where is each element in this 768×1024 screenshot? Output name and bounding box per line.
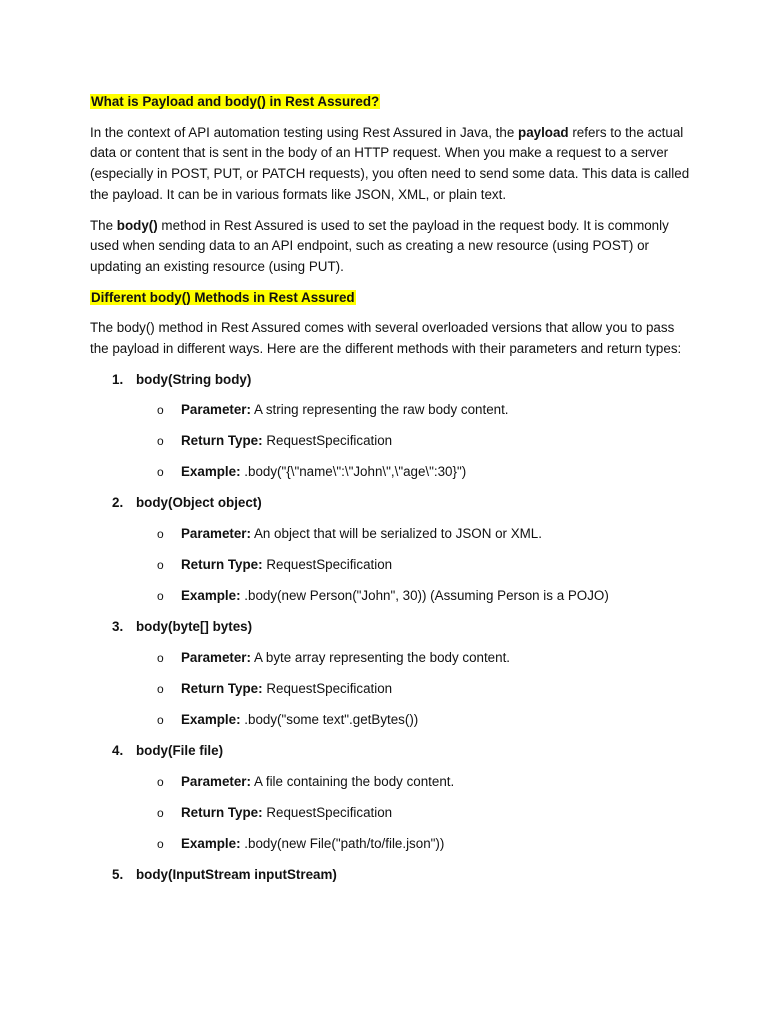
bullet-icon: o <box>157 712 164 727</box>
bullet-icon: o <box>157 650 164 665</box>
detail-example: o Example: .body("{\"name\":\"John\",\"age\":30}") <box>90 462 690 483</box>
heading-highlight: What is Payload and body() in Rest Assured? <box>91 94 380 109</box>
method-details <box>90 524 690 607</box>
bullet-icon: o <box>157 589 164 604</box>
detail-return-type: o Return Type: RequestSpecification <box>90 679 690 700</box>
detail-parameter: o Parameter: An object that will be serialized to JSON or XML. <box>90 524 690 545</box>
method-item <box>90 617 690 730</box>
heading-body-methods <box>90 288 690 309</box>
method-title: 5. body(InputStream inputStream) <box>90 865 690 886</box>
list-number: 5. <box>112 866 124 882</box>
detail-parameter: o Parameter: A byte array representing the body content. <box>90 648 690 669</box>
method-item <box>90 493 690 606</box>
bullet-icon: o <box>157 403 164 418</box>
bullet-icon: o <box>157 527 164 542</box>
detail-example: o Example: .body(new Person("John", 30)) (Assuming Person is a POJO) <box>90 586 690 607</box>
bullet-icon: o <box>157 805 164 820</box>
bold-body: body() <box>116 217 158 233</box>
method-item <box>90 370 690 483</box>
heading-payload-body <box>90 92 690 113</box>
bold-payload: payload <box>518 124 569 140</box>
detail-return-type: o Return Type: RequestSpecification <box>90 803 690 824</box>
method-item <box>90 741 690 854</box>
detail-parameter: o Parameter: A file containing the body content. <box>90 772 690 793</box>
list-number: 3. <box>112 619 124 635</box>
bullet-icon: o <box>157 774 164 789</box>
list-number: 4. <box>112 742 124 758</box>
list-number: 1. <box>112 371 124 387</box>
method-title: 3. body(byte[] bytes) <box>90 617 690 638</box>
detail-return-type: o Return Type: RequestSpecification <box>90 431 690 452</box>
bullet-icon: o <box>157 558 164 573</box>
method-details <box>90 648 690 731</box>
detail-return-type: o Return Type: RequestSpecification <box>90 555 690 576</box>
heading-highlight: Different body() Methods in Rest Assured <box>91 289 355 305</box>
paragraph-payload-definition: In the context of API automation testing using Rest Assured in Java, the payload refers to the actual data or content that is sent in the body of an HTTP request. When you make a request to a server (especially in POST, PUT, or PATCH requests), you often need to send some data. This data is called the payload. It can be in various formats like JSON, XML, or plain text. <box>90 124 690 202</box>
detail-parameter: o Parameter: A string representing the raw body content. <box>90 400 690 421</box>
paragraph-body-method: The body() method in Rest Assured is used to set the payload in the request body. It is commonly used when sending data to an API endpoint, such as creating a new resource (using POST) or updating an existing resource (using PUT). <box>90 217 669 274</box>
method-details <box>90 400 690 483</box>
method-title: 1. body(String body) <box>90 370 690 391</box>
document-content <box>90 92 690 895</box>
method-title: 2. body(Object object) <box>90 493 690 514</box>
method-item <box>90 865 690 886</box>
methods-list <box>90 370 690 886</box>
bullet-icon: o <box>157 465 164 480</box>
bullet-icon: o <box>157 681 164 696</box>
bullet-icon: o <box>157 434 164 449</box>
detail-example: o Example: .body("some text".getBytes()) <box>90 710 690 731</box>
method-title: 4. body(File file) <box>90 741 690 762</box>
detail-example: o Example: .body(new File("path/to/file.json")) <box>90 834 690 855</box>
bullet-icon: o <box>157 836 164 851</box>
method-details <box>90 772 690 855</box>
paragraph-overloads: The body() method in Rest Assured comes with several overloaded versions that allow you to pass the payload in different ways. Here are the different methods with their parameters and return types: <box>90 320 682 357</box>
list-number: 2. <box>112 495 124 511</box>
